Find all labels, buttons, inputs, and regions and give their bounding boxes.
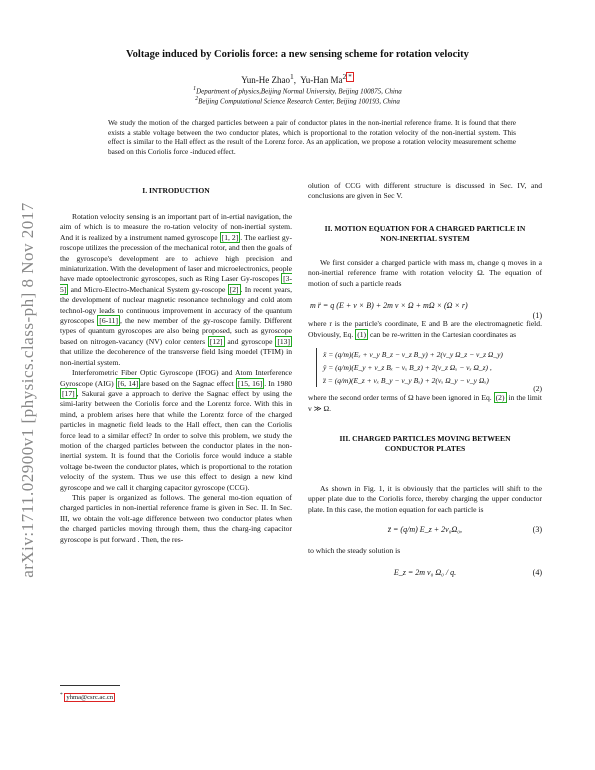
plates-paragraph-2: to which the steady solution is (308, 545, 401, 555)
section-heading-introduction: I. INTRODUCTION (142, 186, 210, 195)
author-2: Yu-Han Ma (300, 75, 343, 85)
footnote-divider (60, 685, 120, 686)
footnote: * yhma@csrc.ac.cn (60, 692, 114, 702)
plates-paragraph-1: As shown in Fig. 1, it is obviously that the particles will shift to the upper plate due to the Coriolis force, thereby charging the upper conductor plate. In this case, the motion equation for each particle is (308, 484, 542, 514)
intro-paragraph-1: Rotation velocity sensing is an important part of in-ertial navigation, the aim of which is to measure the ro-tation velocity of non-inertial system. And it is realized by a instrument named gyroscope [1, 2] . The earliest gy-roscope utilizes the precession of the mechanical rotor, and then the goals of the gyroscope's development are to achieve high precision and miniaturization. With the development of laser and microelectronics, people have made optoelectronic gyroscopes, such as Ring Laser Gy-roscopes [3-5] and Micro-Electro-Mechanical System gy-roscope [2] . In recent years, the development of nuclear magnetic resonance technology and cold atom technol-ogy leads to continuous improvement in accuracy of the quantum gyroscopes [6-11] , the new member of the gy-roscope family. Different types of quantum gyroscopes are also being proposed, such as gyroscope based on nitrogen-vacancy (NV) color centers [12] and gyroscope [13] that utilize the decoherence of the transverse field Ising moedel (TFIM) in non-inertial system. (60, 212, 293, 367)
intro-paragraph-2: Interferometric Fiber Optic Gyroscope (IFOG) and Atom Interference Gyroscope (AIG) [6, 14] are based on the Sagnac effect [15, 16] . In 1980 [17] , Sakurai gave a approach to derive the Sagnac effect by using the simi-larity between the Coriolis force and the Lorentz force. With this in mind, a problem arises here that while the Lorentz force of the charged particles in magnetic field leads to the Hall effect, then can the Coriolis force lead to a similar effect? In order to solve this problem, we study the motion of the charged particles between the conductor plates in the non-inertial system. It is found that the Coriolis force would induce a stable voltage be-tween the conductor plates, which is proportional to the rotation velocity of the system. Thus we use this effect to design a new kind gyroscope and we call it charging capacitor gyroscope (CCG). (60, 368, 292, 492)
corresponding-author-link[interactable]: * (348, 73, 352, 81)
paper-title: Voltage induced by Coriolis force: a new sensing scheme for rotation velocity (126, 49, 469, 60)
section-heading-motion-equation: II. MOTION EQUATION FOR A CHARGED PARTICLE IN NON-INERTIAL SYSTEM (324, 223, 526, 243)
intro-paragraph-4: olution of CCG with different structure is discussed in Sec. IV, and conclusions are given in Sec V. (308, 181, 542, 201)
intro-paragraph-3: This paper is organized as follows. The general mo-tion equation of charged particles in non-inertial reference frame is given in Sec. II. In Sec. III, we obtain the volt-age difference between two conductor plates when the charged particles moving through them, thus the charg-ing capacitor gyroscope is put forward . Then, the res- (60, 492, 292, 544)
citation-link[interactable]: [1, 2] (221, 232, 239, 242)
motion-paragraph-3: where the second order terms of Ω have been ignored in Eq. (2) in the limit v ≫ Ω. (308, 393, 542, 413)
left-column (60, 186, 293, 545)
abstract: We study the motion of the charged particles between a pair of conductor plates in the non-inertial reference frame. It is found that there exists a stable voltage between the two conductor plates, which is proportional to the rotation velocity of the non-inertial system. This effect is similar to the Hall effect as the result of the Lorenz force. As an application, we propose a rotation velocity measurement scheme based on this Coriolis force -induced effect. (108, 118, 516, 156)
right-column (308, 181, 542, 579)
citation-link[interactable]: [12] (209, 336, 223, 346)
equation-3-number: (3) (532, 525, 542, 535)
author-2-sup: 2 (342, 72, 347, 81)
citation-link[interactable]: [6-11] (99, 316, 118, 326)
equation-4: E_z = 2m v₀ Ω₀ / q. (4) (393, 568, 542, 578)
citation-link[interactable]: [17] (62, 388, 75, 398)
section-heading-conductor-plates: III. CHARGED PARTICLES MOVING BETWEEN CONDUCTOR PLATES (339, 434, 511, 454)
email-link[interactable]: yhma@csrc.ac.cn (66, 694, 114, 702)
equation-4-number: (4) (532, 568, 542, 578)
author-1-sup: 1 (290, 72, 294, 81)
equation-2-number: (2) (533, 384, 542, 394)
citation-link[interactable]: [13] (277, 336, 290, 346)
affiliation-1: $^1$Department of physics,Beijing Normal University, Beijing 100875, China (193, 86, 402, 96)
citation-link[interactable]: [3-5] (60, 274, 292, 294)
motion-paragraph-2: where r is the particle's coordinate, E and B are the electromagnetic field. Obviously, Eq. (1) can be re-written in the Cartesian coordinates as (308, 319, 542, 339)
citation-link[interactable]: [2] (229, 284, 239, 294)
equation-1-number: (1) (532, 311, 542, 321)
arxiv-stamp: arXiv:1711.02900v1 [physics.class-ph] 8 Nov 2017 (18, 202, 37, 578)
author-1: Yun-He Zhao (241, 75, 291, 85)
equation-ref-link[interactable]: (2) (495, 393, 505, 403)
equation-ref-link[interactable]: (1) (357, 329, 367, 339)
citation-link[interactable]: [15, 16] (237, 378, 263, 388)
citation-link[interactable]: [6, 14] (117, 378, 139, 388)
author-line: Yun-He Zhao$^1$, Yu-Han Ma$^2$ * (241, 72, 352, 85)
equation-3: z̈ = (q/m) E_z + 2v₀Ω₀, (3) (387, 525, 542, 535)
affiliation-2: $^2$Beijing Computational Science Research Center, Beijing 100193, China (195, 96, 400, 106)
equation-1: m r̈ = q (E + v × B) + 2m v × Ω + mΩ × (Ω × r) (1) (310, 301, 542, 321)
equation-2: ẍ = (q/m)(Eₓ + v_y B_z − v_z B_y) + 2(v_y Ω_z − v_z Ω_y) ÿ = (q/m)(E_y + v_z Bₓ − vₓ B_z) + 2(v_z Ωₓ − vₓ Ω_z) , z̈ = (q/m)(E_z + vₓ B_y − v_y Bₓ) + 2(vₓ Ω_y − v_y Ωₓ) (2) (316, 348, 542, 387)
motion-paragraph-1: We first consider a charged particle with mass m, change q moves in a non-inertial reference frame with rotation velocity Ω. The equation of motion of such a particle reads (308, 257, 542, 288)
